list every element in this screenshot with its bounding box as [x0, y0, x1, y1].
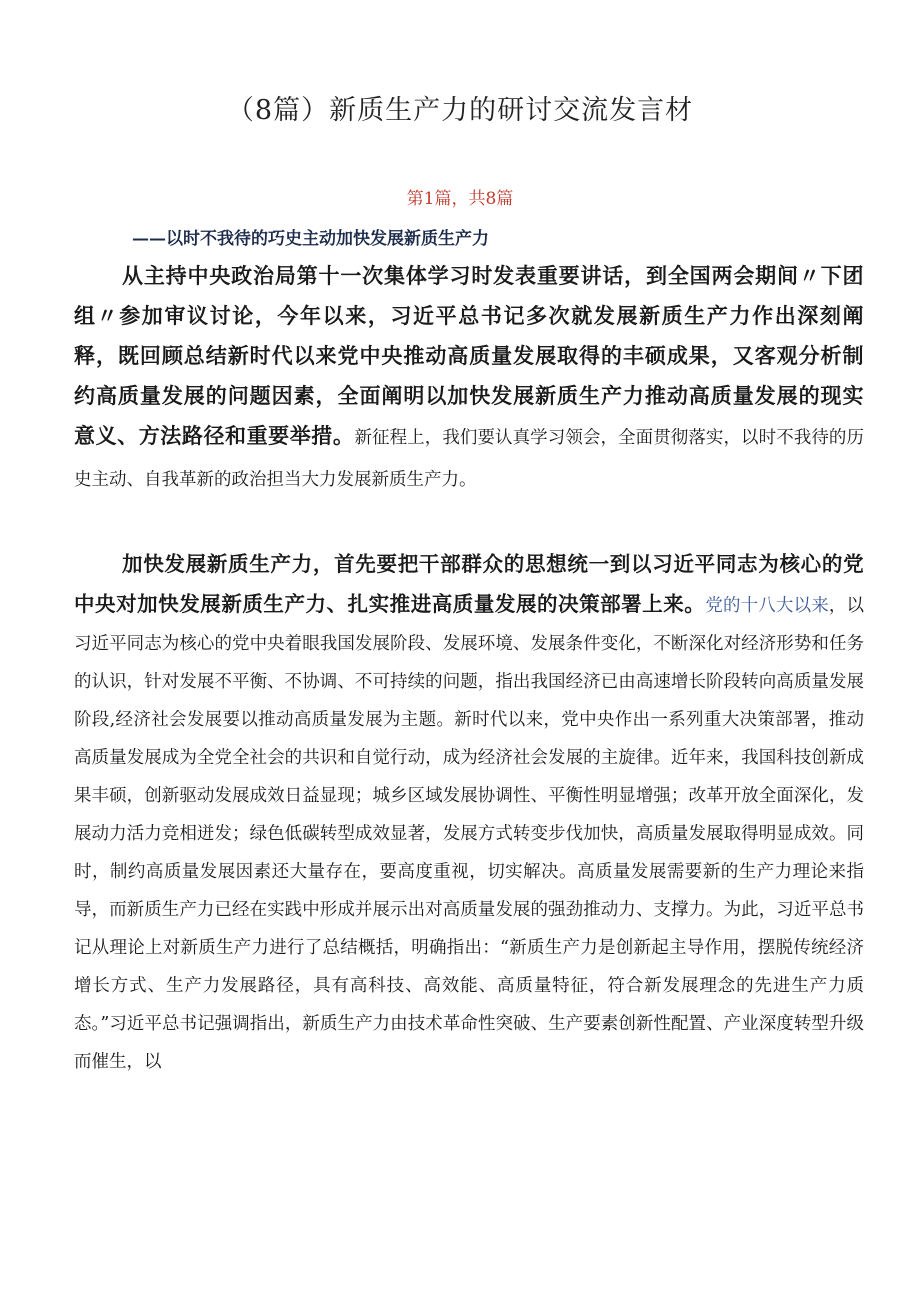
paragraph-1 [74, 256, 864, 500]
document-title: （8篇）新质生产力的研讨交流发言材 [226, 95, 694, 126]
part-label: 第1篇，共8篇 [406, 189, 514, 209]
paragraph-2-bold-text: 加快发展新质生产力，首先要把干部群众的思想统一到以习近平同志为核心的党中央对加快发展新质生产力、扎实推进高质量发展的决策部署上来。 [74, 552, 864, 616]
paragraph-2 [74, 545, 864, 1081]
paragraph-2-link-text[interactable]: 党的十八大以来 [705, 596, 829, 616]
paragraph-2-normal-text: ，以习近平同志为核心的党中央着眼我国发展阶段、发展环境、发展条件变化，不断深化对经济形势和任务的认识，针对发展不平衡、不协调、不可持续的问题，指出我国经济已由高速增长阶段转向高质量发展阶段,经济社会发展要以推动高质量发展为主题。新时代以来，党中央作出一系列重大决策部署，推动高质量发展成为全党全社会的共识和自觉行动，成为经济社会发展的主旋律。近年来，我国科技创新成果丰硕，创新驱动发展成效日益显现；城乡区域发展协调性、平衡性明显增强；改革开放全面深化，发展动力活力竞相迸发；绿色低碳转型成效显著，发展方式转变步伐加快，高质量发展取得明显成效。同时，制约高质量发展因素还大量存在，要高度重视，切实解决。高质量发展需要新的生产力理论来指导，而新质生产力已经在实践中形成并展示出对高质量发展的强劲推动力、支撑力。为此，习近平总书记从理论上对新质生产力进行了总结概括，明确指出：“新质生产力是创新起主导作用，摆脱传统经济增长方式、生产力发展路径，具有高科技、高效能、高质量特征，符合新发展理念的先进生产力质态。”习近平总书记强调指出，新质生产力由技术革命性突破、生产要素创新性配置、产业深度转型升级而催生，以 [74, 596, 865, 1072]
paragraph-1-normal-text: 新征程上，我们要认真学习领会，全面贯彻落实，以时不我待的历史主动、自我革新的政治担当大力发展新质生产力。 [74, 428, 864, 490]
paragraph-1-bold-text: 从主持中央政治局第十一次集体学习时发表重要讲话，到全国两会期间〃下团组〃参加审议讨论，今年以来，习近平总书记多次就发展新质生产力作出深刻阐释，既回顾总结新时代以来党中央推动高质量发展取得的丰硕成果，又客观分析制约高质量发展的问题因素，全面阐明以加快发展新质生产力推动高质量发展的现实意义、方法路径和重要举措。 [74, 263, 864, 448]
subtitle: ——以时不我待的巧史主动加快发展新质生产力 [132, 229, 489, 249]
